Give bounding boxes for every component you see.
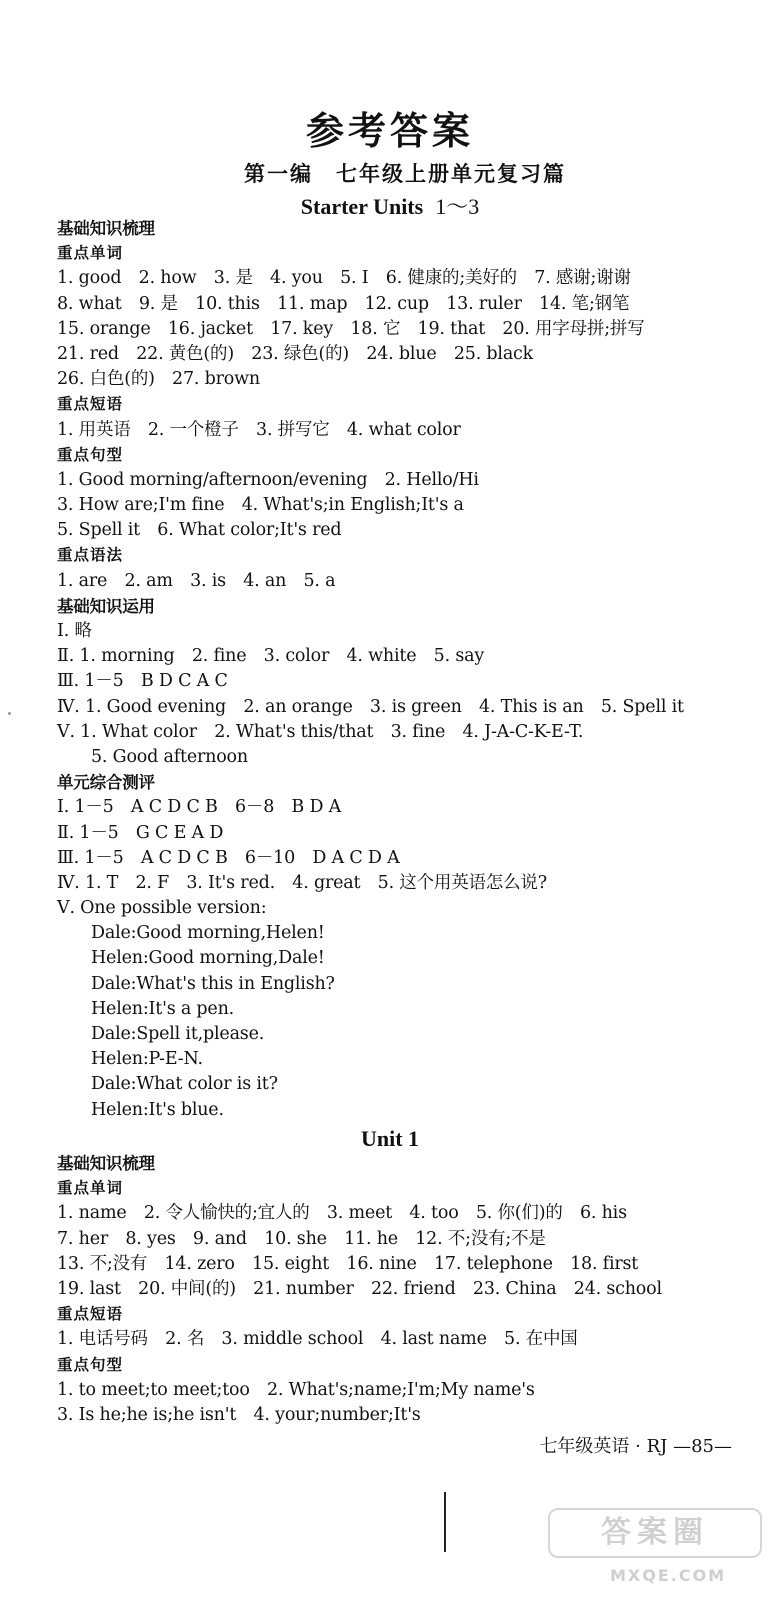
- answer-line: 1. Good morning/afternoon/evening 2. Hello/Hi: [57, 469, 479, 490]
- answer-line: 21. red 22. 黄色(的) 23. 绿色(的) 24. blue 25. black: [57, 343, 534, 364]
- starter-unit-name: Starter Units: [300, 194, 424, 219]
- answer-line: Ⅱ. 1－5 G C E A D: [57, 822, 224, 843]
- answer-line: 5. Good afternoon: [91, 746, 248, 767]
- part-title: 第一编 七年级上册单元复习篇: [244, 162, 566, 186]
- page-footer: 七年级英语 · RJ —85—: [539, 1436, 732, 1457]
- answer-line: Helen:P-E-N.: [91, 1049, 203, 1070]
- answer-line: Ⅳ. 1. T 2. F 3. It's red. 4. great 5. 这个用英语怎么说?: [57, 872, 547, 893]
- watermark-url: MXQE.COM: [610, 1566, 727, 1585]
- subsection-heading: 重点语法: [57, 546, 124, 565]
- answer-line: 26. 白色(的) 27. brown: [57, 369, 260, 390]
- starter-unit-range: 1～3: [435, 194, 480, 219]
- watermark-logo: 答案圈: [548, 1508, 762, 1558]
- answer-line: 1. name 2. 令人愉快的;宜人的 3. meet 4. too 5. 你(们)的 6. his: [57, 1203, 627, 1224]
- answer-line: Dale:What color is it?: [91, 1074, 278, 1095]
- answer-line: 8. what 9. 是 10. this 11. map 12. cup 13. ruler 14. 笔;钢笔: [57, 293, 630, 314]
- subsection-heading: 重点句型: [57, 445, 124, 464]
- answer-line: 1. 电话号码 2. 名 3. middle school 4. last name 5. 在中国: [57, 1329, 578, 1350]
- answer-line: 15. orange 16. jacket 17. key 18. 它 19. that 20. 用字母拼;拼写: [57, 318, 645, 339]
- answer-line: Helen:It's a pen.: [91, 998, 235, 1019]
- answer-line: Ⅲ. 1－5 A C D C B 6－10 D A C D A: [57, 847, 400, 868]
- binding-mark: [444, 1492, 446, 1552]
- answer-line: 5. Spell it 6. What color;It's red: [57, 520, 342, 541]
- answer-line: 1. to meet;to meet;too 2. What's;name;I'm;My name's: [57, 1379, 535, 1400]
- answer-line: Ⅴ. One possible version:: [57, 898, 267, 919]
- answer-line: Dale:Good morning,Helen!: [91, 923, 325, 944]
- answer-line: Ⅲ. 1－5 B D C A C: [57, 671, 228, 692]
- answer-line: 1. good 2. how 3. 是 4. you 5. I 6. 健康的;美好的 7. 感谢;谢谢: [57, 268, 631, 289]
- answer-line: Ⅰ. 略: [57, 621, 92, 641]
- answer-line: Ⅴ. 1. What color 2. What's this/that 3. fine 4. J-A-C-K-E-T.: [57, 721, 584, 742]
- answer-line: Ⅰ. 1－5 A C D C B 6－8 B D A: [57, 797, 342, 818]
- scan-speck: [8, 712, 11, 715]
- answer-line: Dale:What's this in English?: [91, 973, 335, 994]
- subsection-heading: 重点单词: [57, 1179, 124, 1198]
- answer-line: Ⅱ. 1. morning 2. fine 3. color 4. white 5. say: [57, 646, 485, 667]
- unit1-heading: Unit 1: [360, 1126, 420, 1151]
- answer-line: Ⅳ. 1. Good evening 2. an orange 3. is green 4. This is an 5. Spell it: [57, 696, 684, 717]
- answer-line: Helen:It's blue.: [91, 1099, 224, 1120]
- answer-line: Dale:Spell it,please.: [91, 1024, 265, 1044]
- subsection-heading: 重点短语: [57, 395, 124, 414]
- answer-line: 3. How are;I'm fine 4. What's;in English;It's a: [57, 495, 464, 516]
- page-title: 参考答案: [305, 109, 474, 153]
- subsection-heading: 重点短语: [57, 1305, 124, 1324]
- answer-line: 13. 不;没有 14. zero 15. eight 16. nine 17. telephone 18. first: [57, 1253, 639, 1274]
- section-heading: 基础知识梳理: [57, 1154, 155, 1173]
- answer-line: 3. Is he;he is;he isn't 4. your;number;It's: [57, 1404, 421, 1425]
- answer-line: 7. her 8. yes 9. and 10. she 11. he 12. 不;没有;不是: [57, 1228, 546, 1249]
- unit1-answers: [57, 1151, 757, 1428]
- section-heading: 基础知识梳理: [57, 219, 155, 238]
- answer-line: 1. are 2. am 3. is 4. an 5. a: [57, 570, 336, 591]
- subsection-heading: 重点单词: [57, 244, 124, 263]
- answer-line: Helen:Good morning,Dale!: [91, 948, 325, 969]
- answer-line: 1. 用英语 2. 一个橙子 3. 拼写它 4. what color: [57, 419, 461, 440]
- subsection-heading: 重点句型: [57, 1355, 124, 1374]
- section-heading: 单元综合测评: [57, 773, 155, 793]
- answer-line: 19. last 20. 中间(的) 21. number 22. friend 23. China 24. school: [57, 1278, 662, 1299]
- section-heading: 基础知识运用: [57, 596, 155, 616]
- starter-answers: [57, 216, 757, 1123]
